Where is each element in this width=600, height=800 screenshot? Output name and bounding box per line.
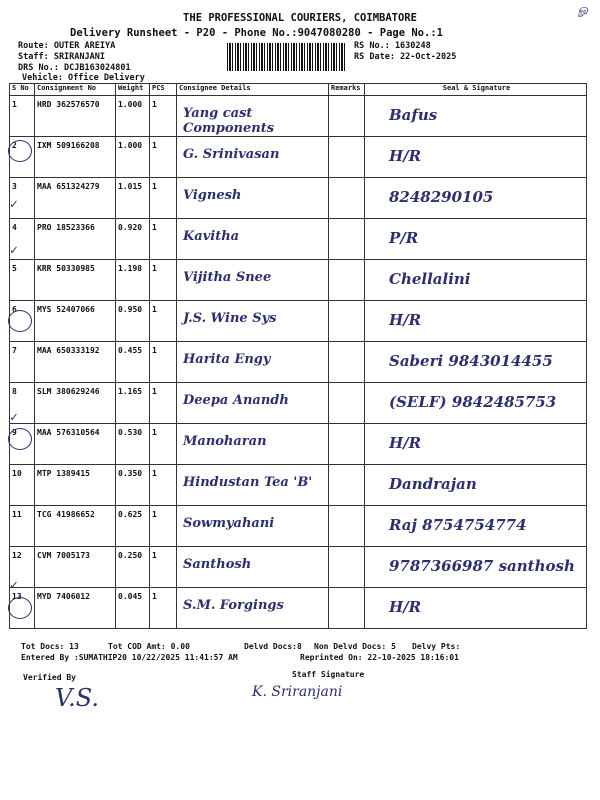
- seal-signature: [365, 301, 587, 342]
- consignment-number-text: MTP 1389415: [37, 469, 90, 478]
- seal-signature-text: P/R: [389, 229, 419, 247]
- weight-value: [116, 178, 150, 219]
- delivery-points: Delvy Pts:: [412, 642, 461, 651]
- weight-value-text: 0.045: [118, 592, 143, 601]
- consignment-number: [35, 547, 116, 588]
- seal-signature: [365, 506, 587, 547]
- table-row: [10, 547, 587, 588]
- pcs-value: [150, 547, 177, 588]
- weight-value-text: 0.350: [118, 469, 143, 478]
- pcs-value-text: 1: [152, 264, 157, 273]
- seal-signature: [365, 260, 587, 301]
- row-13-circle: [8, 597, 32, 619]
- pcs-value: [150, 465, 177, 506]
- consignment-number: [35, 178, 116, 219]
- consignee-details: [177, 424, 329, 465]
- remarks-cell: [329, 96, 365, 137]
- pcs-value: [150, 424, 177, 465]
- consignment-number-text: TCG 41986652: [37, 510, 95, 519]
- tick-mark-icon: ✓: [10, 243, 18, 258]
- weight-value-text: 1.198: [118, 264, 143, 273]
- consignment-number-text: PRO 18523366: [37, 223, 95, 232]
- table-row: [10, 96, 587, 137]
- consignment-number-text: MYD 7406012: [37, 592, 90, 601]
- consignment-number-text: HRD 362576570: [37, 100, 100, 109]
- corner-mark: ௐ: [578, 2, 590, 16]
- remarks-cell: [329, 219, 365, 260]
- row-sno-text: 11: [12, 510, 22, 519]
- rs-date: RS Date: 22-Oct-2025: [354, 52, 457, 62]
- weight-value: [116, 137, 150, 178]
- row-sno-text: 6: [12, 305, 17, 314]
- staff-signature: K. Sriranjani: [252, 684, 343, 700]
- consignee-details-text: Manoharan: [183, 434, 267, 449]
- runsheet-table: [9, 83, 587, 629]
- pcs-value: [150, 219, 177, 260]
- pcs-value-text: 1: [152, 305, 157, 314]
- remarks-cell: [329, 301, 365, 342]
- pcs-value-text: 1: [152, 510, 157, 519]
- row-2-circle: [8, 140, 32, 162]
- pcs-value-text: 1: [152, 428, 157, 437]
- seal-signature: [365, 137, 587, 178]
- consignee-details: [177, 383, 329, 424]
- pcs-value-text: 1: [152, 469, 157, 478]
- pcs-value: [150, 342, 177, 383]
- table-row: [10, 383, 587, 424]
- consignment-number-text: MYS 52407066: [37, 305, 95, 314]
- seal-signature-text: 8248290105: [389, 188, 494, 206]
- weight-value-text: 1.000: [118, 100, 143, 109]
- table-row: [10, 219, 587, 260]
- row-sno-text: 1: [12, 100, 17, 109]
- entered-by: Entered By :SUMATHIP20 10/22/2025 11:41:57 AM: [21, 653, 238, 662]
- row-sno: [10, 465, 35, 506]
- remarks-cell: [329, 465, 365, 506]
- pcs-value: [150, 301, 177, 342]
- row-sno-text: 5: [12, 264, 17, 273]
- table-row: [10, 260, 587, 301]
- consignment-number: [35, 96, 116, 137]
- row-sno-text: 4: [12, 223, 17, 232]
- weight-value-text: 1.000: [118, 141, 143, 150]
- row-sno-text: 10: [12, 469, 22, 478]
- consignment-number: [35, 465, 116, 506]
- seal-signature: [365, 342, 587, 383]
- consignee-details: [177, 588, 329, 629]
- company-title: THE PROFESSIONAL COURIERS, COIMBATORE: [183, 12, 417, 24]
- consignee-details: [177, 260, 329, 301]
- col-header-signature: Seal & Signature: [365, 84, 587, 96]
- seal-signature-text: (SELF) 9842485753: [389, 393, 557, 411]
- pcs-value-text: 1: [152, 223, 157, 232]
- consignment-number-text: IXM 509166208: [37, 141, 100, 150]
- seal-signature-text: H/R: [389, 147, 422, 165]
- col-header-remarks: Remarks: [329, 84, 365, 96]
- row-sno-text: 7: [12, 346, 17, 355]
- row-sno: [10, 342, 35, 383]
- weight-value: [116, 342, 150, 383]
- row-sno-text: 2: [12, 141, 17, 150]
- runsheet-subtitle: Delivery Runsheet - P20 - Phone No.:9047080280 - Page No.:1: [70, 27, 443, 39]
- seal-signature: [365, 588, 587, 629]
- table-header-row: [10, 84, 587, 96]
- seal-signature: [365, 465, 587, 506]
- pcs-value-text: 1: [152, 387, 157, 396]
- delivered-docs: Delvd Docs:8: [244, 642, 302, 651]
- weight-value-text: 1.165: [118, 387, 143, 396]
- vehicle-text: Vehicle: Office Delivery: [22, 73, 145, 83]
- remarks-cell: [329, 260, 365, 301]
- weight-value: [116, 506, 150, 547]
- consignee-details-text: S.M. Forgings: [183, 598, 284, 613]
- consignment-number: [35, 506, 116, 547]
- seal-signature: [365, 219, 587, 260]
- remarks-cell: [329, 383, 365, 424]
- consignment-number-text: KRR 50330985: [37, 264, 95, 273]
- consignee-details-text: Deepa Anandh: [183, 393, 289, 408]
- total-cod-amount: Tot COD Amt: 0.00: [108, 642, 190, 651]
- row-sno: [10, 506, 35, 547]
- consignee-details: [177, 301, 329, 342]
- consignee-details-text: Sowmyahani: [183, 516, 275, 531]
- row-sno-text: 12: [12, 551, 22, 560]
- seal-signature-text: Chellalini: [389, 270, 471, 288]
- weight-value: [116, 588, 150, 629]
- pcs-value: [150, 260, 177, 301]
- consignment-number-text: MAA 650333192: [37, 346, 100, 355]
- pcs-value: [150, 506, 177, 547]
- table-row: [10, 506, 587, 547]
- remarks-cell: [329, 137, 365, 178]
- consignee-details: [177, 547, 329, 588]
- weight-value: [116, 465, 150, 506]
- row-sno-text: 9: [12, 428, 17, 437]
- reprinted-on: Reprinted On: 22-10-2025 18:16:01: [300, 653, 459, 662]
- consignee-details-text: G. Srinivasan: [183, 147, 280, 162]
- seal-signature: [365, 96, 587, 137]
- col-header-sno: S No: [10, 84, 35, 96]
- weight-value-text: 0.530: [118, 428, 143, 437]
- consignee-details: [177, 219, 329, 260]
- table-row: [10, 342, 587, 383]
- seal-signature: [365, 547, 587, 588]
- pcs-value-text: 1: [152, 141, 157, 150]
- staff-signature-label: Staff Signature: [292, 670, 365, 679]
- seal-signature-text: 9787366987 santhosh: [389, 557, 575, 575]
- remarks-cell: [329, 424, 365, 465]
- row-sno: [10, 96, 35, 137]
- row-sno-text: 3: [12, 182, 17, 191]
- table-row: [10, 137, 587, 178]
- col-header-pcs: PCS: [150, 84, 177, 96]
- remarks-cell: [329, 506, 365, 547]
- weight-value-text: 0.950: [118, 305, 143, 314]
- verified-by-label: Verified By: [23, 673, 76, 682]
- row-6-circle: [8, 310, 32, 332]
- pcs-value: [150, 383, 177, 424]
- weight-value: [116, 383, 150, 424]
- seal-signature-text: Saberi 9843014455: [389, 352, 553, 370]
- table-row: [10, 178, 587, 219]
- consignment-number: [35, 424, 116, 465]
- non-delivered-docs: Non Delvd Docs: 5: [314, 642, 396, 651]
- row-sno: [10, 260, 35, 301]
- table-row: [10, 424, 587, 465]
- consignment-number: [35, 383, 116, 424]
- table-row: [10, 588, 587, 629]
- tick-mark-icon: ✓: [10, 197, 18, 212]
- pcs-value-text: 1: [152, 346, 157, 355]
- weight-value: [116, 547, 150, 588]
- seal-signature-text: Bafus: [389, 106, 438, 124]
- weight-value: [116, 219, 150, 260]
- pcs-value-text: 1: [152, 551, 157, 560]
- seal-signature-text: H/R: [389, 311, 422, 329]
- remarks-cell: [329, 547, 365, 588]
- col-header-consignment: Consignment No: [35, 84, 116, 96]
- consignment-number-text: SLM 380629246: [37, 387, 100, 396]
- remarks-cell: [329, 178, 365, 219]
- consignee-details-text: Vignesh: [183, 188, 242, 203]
- consignee-details: [177, 506, 329, 547]
- table-row: [10, 301, 587, 342]
- consignee-details-text: J.S. Wine Sys: [183, 311, 277, 326]
- seal-signature: [365, 178, 587, 219]
- consignment-number-text: MAA 576310564: [37, 428, 100, 437]
- weight-value: [116, 424, 150, 465]
- table-row: [10, 465, 587, 506]
- seal-signature-text: Dandrajan: [389, 475, 477, 493]
- weight-value-text: 1.015: [118, 182, 143, 191]
- consignee-details: [177, 96, 329, 137]
- seal-signature: [365, 383, 587, 424]
- remarks-cell: [329, 588, 365, 629]
- seal-signature-text: H/R: [389, 434, 422, 452]
- pcs-value: [150, 96, 177, 137]
- consignment-number: [35, 342, 116, 383]
- route-text: Route: OUTER AREIYA: [18, 41, 116, 51]
- drs-number: DRS No.: DCJB163024801: [18, 63, 131, 73]
- pcs-value: [150, 178, 177, 219]
- seal-signature: [365, 424, 587, 465]
- pcs-value-text: 1: [152, 100, 157, 109]
- row-sno-text: 8: [12, 387, 17, 396]
- consignment-number: [35, 588, 116, 629]
- consignment-number: [35, 219, 116, 260]
- col-header-weight: Weight: [116, 84, 150, 96]
- total-docs: Tot Docs: 13: [21, 642, 79, 651]
- col-header-consignee: Consignee Details: [177, 84, 329, 96]
- consignment-number: [35, 301, 116, 342]
- pcs-value-text: 1: [152, 592, 157, 601]
- staff-text: Staff: SRIRANJANI: [18, 52, 105, 62]
- weight-value: [116, 260, 150, 301]
- consignee-details-text: Vijitha Snee: [183, 270, 272, 285]
- row-sno-text: 13: [12, 592, 22, 601]
- tick-mark-icon: ✓: [10, 410, 18, 425]
- consignee-details: [177, 465, 329, 506]
- verifier-signature: V.S.: [55, 684, 99, 712]
- seal-signature-text: H/R: [389, 598, 422, 616]
- seal-signature-text: Raj 8754754774: [389, 516, 527, 534]
- weight-value-text: 0.920: [118, 223, 143, 232]
- consignee-details-text: Hindustan Tea 'B': [183, 475, 313, 490]
- tick-mark-icon: ✓: [10, 578, 18, 593]
- weight-value-text: 0.455: [118, 346, 143, 355]
- consignee-details-text: Harita Engy: [183, 352, 271, 367]
- remarks-cell: [329, 342, 365, 383]
- consignee-details-text: Santhosh: [183, 557, 252, 572]
- consignment-number-text: MAA 651324279: [37, 182, 100, 191]
- consignee-details: [177, 178, 329, 219]
- pcs-value-text: 1: [152, 182, 157, 191]
- weight-value: [116, 96, 150, 137]
- weight-value-text: 0.250: [118, 551, 143, 560]
- weight-value: [116, 301, 150, 342]
- barcode-image: [227, 43, 347, 71]
- consignee-details-text: Kavitha: [183, 229, 240, 244]
- consignment-number: [35, 260, 116, 301]
- pcs-value: [150, 137, 177, 178]
- rs-number: RS No.: 1630248: [354, 41, 431, 51]
- row-9-circle: [8, 428, 32, 450]
- consignee-details: [177, 342, 329, 383]
- consignee-details: [177, 137, 329, 178]
- consignment-number: [35, 137, 116, 178]
- pcs-value: [150, 588, 177, 629]
- consignment-number-text: CVM 7005173: [37, 551, 90, 560]
- consignee-details-text: Yang cast Components: [183, 106, 275, 136]
- weight-value-text: 0.625: [118, 510, 143, 519]
